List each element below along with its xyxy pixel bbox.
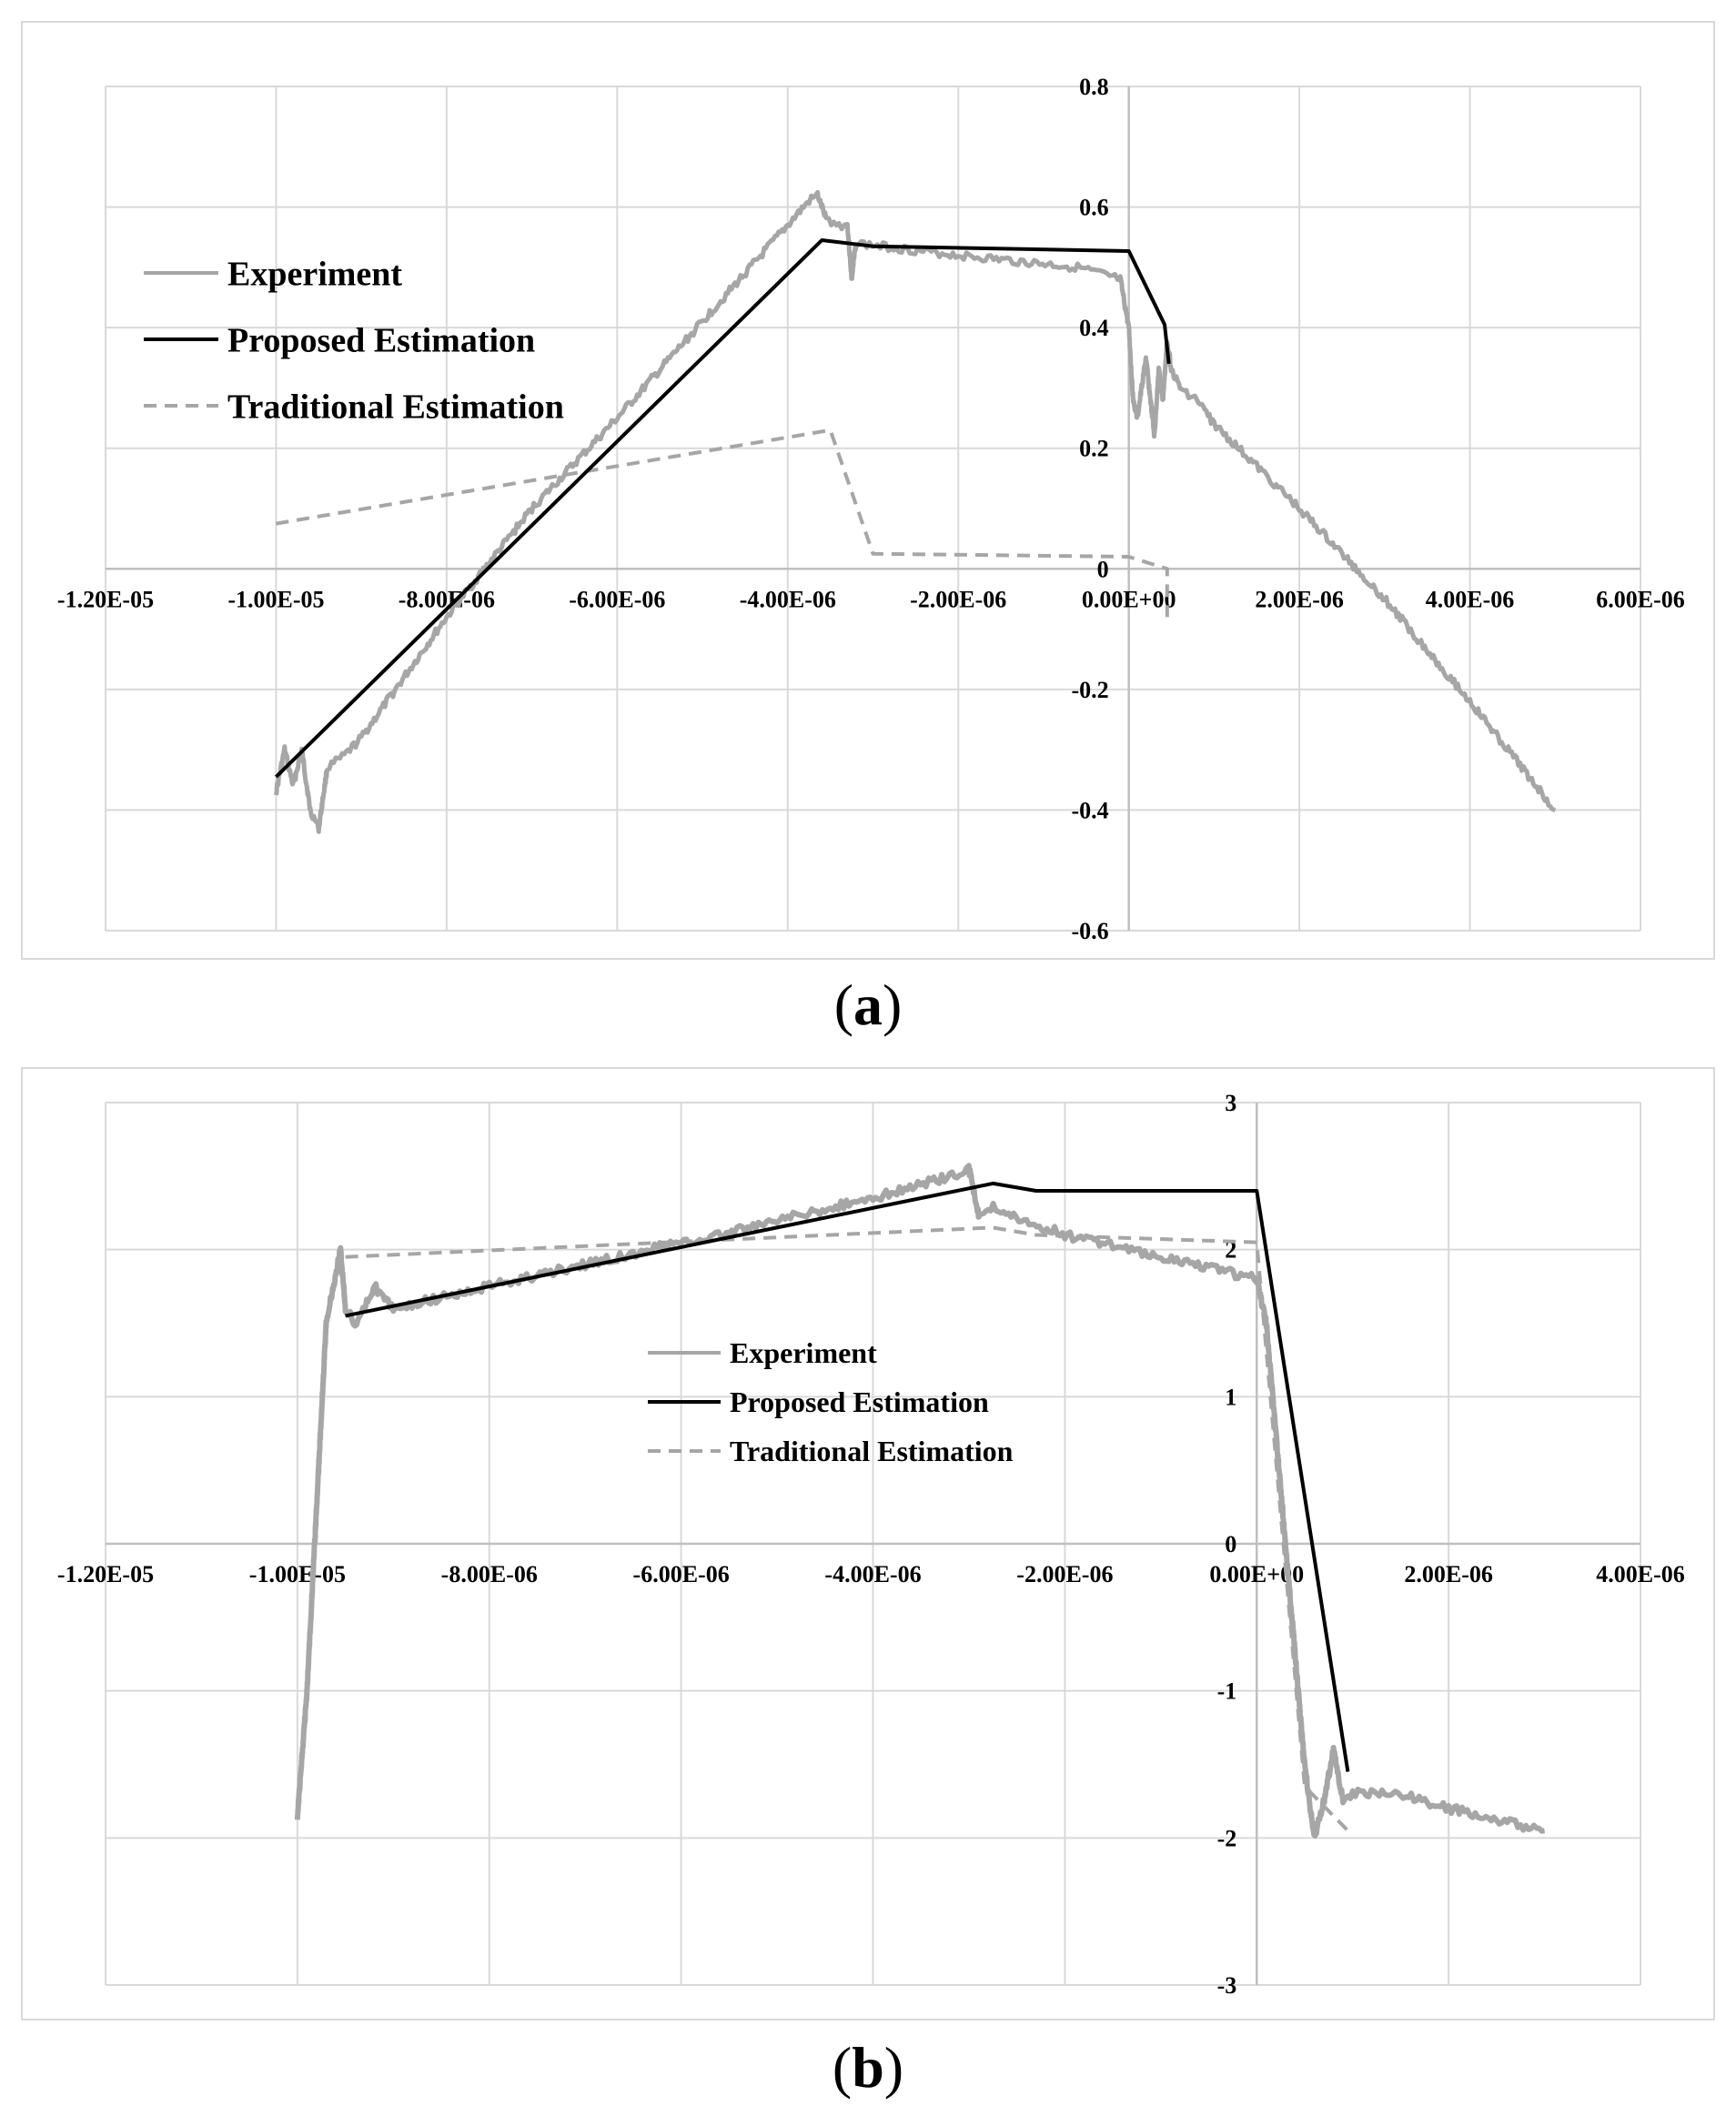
series-experiment bbox=[298, 1165, 1545, 1836]
y-tick-label: -0.2 bbox=[1071, 676, 1109, 703]
y-tick-label: 1 bbox=[1225, 1384, 1237, 1411]
legend-label: Traditional Estimation bbox=[227, 388, 564, 427]
chart-b-svg bbox=[0, 1055, 1736, 2025]
x-tick-label: 2.00E-06 bbox=[1404, 1561, 1493, 1587]
x-tick-label: 6.00E-06 bbox=[1596, 586, 1685, 613]
legend-label: Experiment bbox=[730, 1336, 877, 1370]
x-tick-label: 4.00E-06 bbox=[1596, 1561, 1685, 1587]
x-tick-label: -2.00E-06 bbox=[1016, 1561, 1114, 1587]
experiment-line bbox=[298, 1165, 1545, 1836]
y-tick-label: 0.4 bbox=[1079, 315, 1109, 342]
x-tick-label: -6.00E-06 bbox=[632, 1561, 730, 1587]
y-tick-label: 0 bbox=[1225, 1531, 1237, 1557]
legend-label: Proposed Estimation bbox=[227, 321, 536, 360]
x-tick-label: 4.00E-06 bbox=[1425, 586, 1515, 613]
x-tick-label: 0.00E+00 bbox=[1081, 586, 1176, 613]
x-tick-label: -4.00E-06 bbox=[739, 586, 836, 613]
experiment-line bbox=[276, 192, 1555, 831]
panel-caption-b: (b) bbox=[832, 2035, 904, 2100]
chart-a-svg bbox=[0, 0, 1736, 964]
series-traditional-estimation bbox=[346, 1227, 1348, 1830]
x-tick-label: -6.00E-06 bbox=[569, 586, 666, 613]
x-tick-label: 0.00E+00 bbox=[1209, 1561, 1305, 1587]
panel-label-b: b bbox=[852, 2035, 884, 2100]
traditional-line bbox=[346, 1227, 1348, 1830]
y-tick-label: 0 bbox=[1096, 556, 1109, 583]
proposed-line bbox=[346, 1184, 1348, 1772]
y-tick-label: 3 bbox=[1225, 1090, 1237, 1116]
y-tick-label: 0.2 bbox=[1079, 435, 1109, 462]
x-tick-label: -1.20E-05 bbox=[56, 586, 155, 613]
chart-panel-b bbox=[0, 1055, 1736, 2025]
y-tick-label: -0.4 bbox=[1071, 797, 1109, 824]
legend bbox=[144, 255, 564, 426]
y-tick-label: -3 bbox=[1216, 1972, 1237, 1999]
x-tick-label: -1.20E-05 bbox=[56, 1561, 155, 1587]
legend-label: Traditional Estimation bbox=[730, 1435, 1014, 1468]
y-tick-label: 0.6 bbox=[1079, 194, 1109, 221]
y-tick-label: -0.6 bbox=[1071, 918, 1109, 944]
x-tick-label: -8.00E-06 bbox=[440, 1561, 538, 1587]
x-tick-label: -8.00E-06 bbox=[398, 586, 495, 613]
series-proposed-estimation bbox=[346, 1184, 1348, 1772]
legend bbox=[648, 1336, 1014, 1467]
y-tick-label: -2 bbox=[1216, 1825, 1237, 1852]
x-tick-label: -2.00E-06 bbox=[910, 586, 1007, 613]
panel-label-a: a bbox=[853, 972, 883, 1037]
x-tick-label: -1.00E-05 bbox=[248, 1561, 346, 1587]
y-tick-label: 2 bbox=[1225, 1236, 1237, 1264]
panel-caption-a: (a) bbox=[833, 972, 903, 1037]
x-tick-label: 2.00E-06 bbox=[1255, 586, 1344, 613]
chart-panel-a bbox=[0, 0, 1736, 964]
y-tick-label: -1 bbox=[1216, 1678, 1237, 1705]
series-experiment bbox=[276, 192, 1555, 831]
legend-label: Proposed Estimation bbox=[730, 1385, 989, 1419]
legend-label: Experiment bbox=[227, 255, 403, 294]
y-tick-label: 0.8 bbox=[1079, 74, 1109, 100]
x-tick-label: -1.00E-05 bbox=[227, 586, 325, 613]
x-tick-label: -4.00E-06 bbox=[824, 1561, 922, 1587]
